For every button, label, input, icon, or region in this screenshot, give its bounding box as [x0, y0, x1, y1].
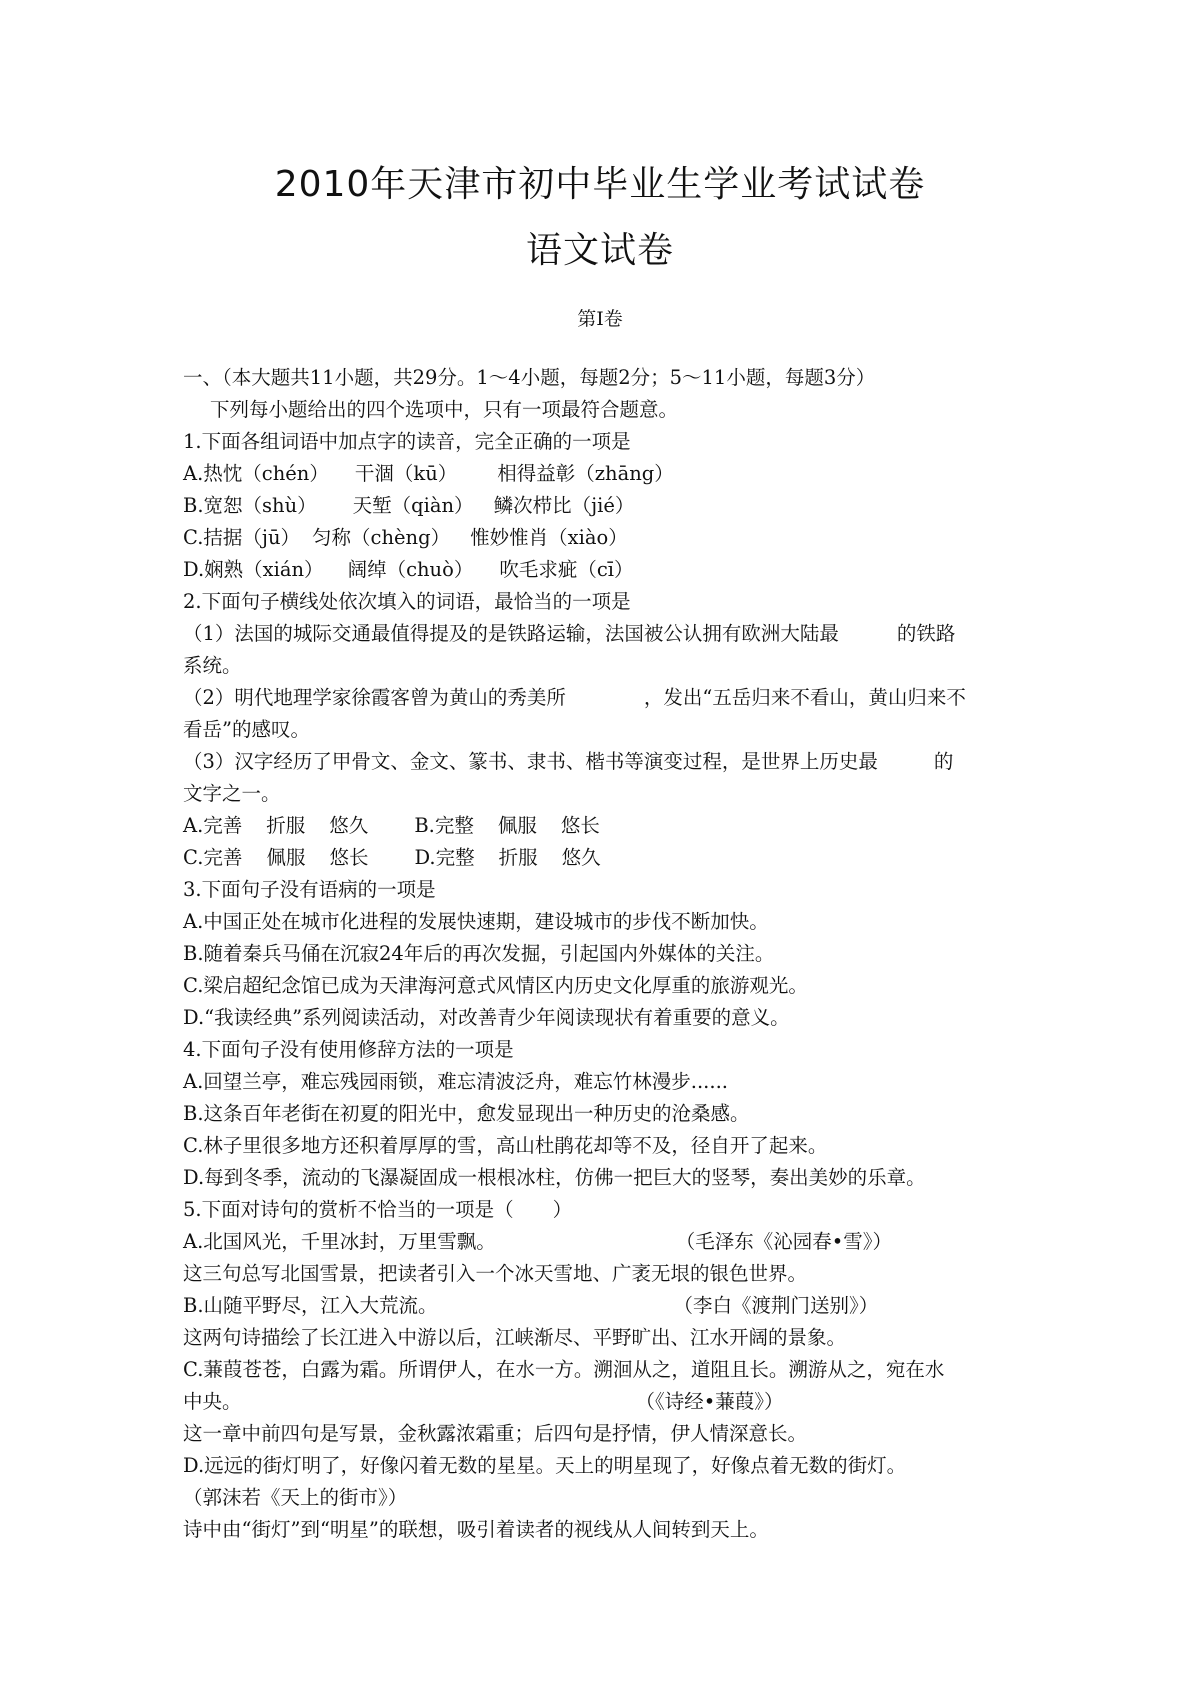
q2-sentence-3-cont: 文字之一。 — [183, 782, 281, 805]
q3-option-b: B.随着秦兵马俑在沉寂24年后的再次发掘，引起国内外媒体的关注。 — [183, 942, 775, 965]
q2-b-3: 悠长 — [560, 814, 600, 837]
q2-a-2: 折服 — [266, 814, 306, 837]
q1-c-2: 匀称（chèng） — [312, 526, 451, 549]
q2-sentence-1-cont: 系统。 — [183, 654, 242, 677]
q1-d-1: D.娴熟（xián） — [183, 558, 324, 581]
q2-s2-tail: ，发出“五岳归来不看山，黄山归来不 — [643, 686, 966, 709]
q2-options-cd — [183, 842, 1023, 874]
q1-a-1: A.热忱（chén） — [183, 462, 329, 485]
q2-options-ab — [183, 810, 1023, 842]
q5-d-source: （郭沫若《天上的街市》） — [183, 1486, 408, 1509]
exam-body — [183, 362, 1023, 1546]
q2-s3-tail: 的 — [933, 750, 954, 773]
q5-c-source: （《诗经•蒹葭》） — [635, 1390, 784, 1413]
part1-header: 一、（本大题共11小题，共29分。1～4小题，每题2分；5～11小题，每题3分） — [183, 366, 876, 389]
q5-b-note: 这两句诗描绘了长江进入中游以后，江峡渐尽、平野旷出、江水开阔的景象。 — [183, 1326, 847, 1349]
q5-b-text: B.山随平野尽，江入大荒流。 — [183, 1294, 438, 1317]
q2-sentence-2 — [183, 682, 1023, 714]
q5-a-note: 这三句总写北国雪景，把读者引入一个冰天雪地、广袤无垠的银色世界。 — [183, 1262, 808, 1285]
q2-sentence-2-cont: 看岳”的感叹。 — [183, 718, 310, 741]
q2-sentence-3 — [183, 746, 1023, 778]
q1-option-a — [183, 458, 1023, 490]
section-label: 第Ⅰ卷 — [577, 308, 623, 330]
q2-a-3: 悠久 — [329, 814, 369, 837]
exam-title: 2010年天津市初中毕业生学业考试试卷 — [274, 164, 926, 205]
q1-c-1: C.拮据（jū） — [183, 526, 301, 549]
q2-s1-text: （1）法国的城际交通最值得提及的是铁路运输，法国被公认拥有欧洲大陆最 — [183, 622, 839, 645]
q2-s3-text: （3）汉字经历了甲骨文、金文、篆书、隶书、楷书等演变过程，是世界上历史最 — [183, 750, 878, 773]
q5-b-source: （李白《渡荆门送别》） — [673, 1294, 879, 1317]
q1-d-3: 吹毛求疵（cī） — [499, 558, 634, 581]
q2-s2-text: （2）明代地理学家徐霞客曾为黄山的秀美所 — [183, 686, 566, 709]
q2-a-1: A.完善 — [183, 814, 243, 837]
q2-c-3: 悠长 — [329, 846, 369, 869]
q1-b-1: B.宽恕（shù） — [183, 494, 317, 517]
q2-b-2: 佩服 — [497, 814, 537, 837]
q5-option-b — [183, 1290, 1023, 1322]
q1-a-3: 相得益彰（zhāng） — [497, 462, 674, 485]
q1-b-3: 鳞次栉比（jié） — [493, 494, 635, 517]
q2-b-1: B.完整 — [414, 814, 474, 837]
q2-c-2: 佩服 — [266, 846, 306, 869]
q1-a-2: 干涸（kū） — [354, 462, 458, 485]
q5-a-text: A.北国风光，千里冰封，万里雪飘。 — [183, 1230, 496, 1253]
q5-d-note: 诗中由“街灯”到“明星”的联想，吸引着读者的视线从人间转到天上。 — [183, 1518, 769, 1541]
q5-option-a — [183, 1226, 1023, 1258]
q2-d-3: 悠久 — [561, 846, 601, 869]
q5-c-text: 中央。 — [183, 1390, 242, 1413]
q3-option-d: D.“我读经典”系列阅读活动，对改善青少年阅读现状有着重要的意义。 — [183, 1006, 790, 1029]
part1-intro: 下列每小题给出的四个选项中，只有一项最符合题意。 — [210, 398, 679, 421]
q2-sentence-1 — [183, 618, 1023, 650]
q5-stem: 5.下面对诗句的赏析不恰当的一项是（ ） — [183, 1198, 573, 1221]
q2-s1-tail: 的铁路 — [896, 622, 956, 645]
q5-option-d: D.远远的街灯明了，好像闪着无数的星星。天上的明星现了，好像点着无数的街灯。 — [183, 1454, 907, 1477]
q1-b-2: 天堑（qiàn） — [352, 494, 474, 517]
q4-option-d: D.每到冬季，流动的飞瀑凝固成一根根冰柱，仿佛一把巨大的竖琴，奏出美妙的乐章。 — [183, 1166, 926, 1189]
q3-option-a: A.中国正处在城市化进程的发展快速期，建设城市的步伐不断加快。 — [183, 910, 769, 933]
q2-c-1: C.完善 — [183, 846, 243, 869]
exam-subtitle: 语文试卷 — [525, 230, 674, 271]
q4-option-a: A.回望兰亭，难忘残园雨锁，难忘清波泛舟，难忘竹林漫步...... — [183, 1070, 728, 1093]
q1-c-3: 惟妙惟肖（xiào） — [470, 526, 628, 549]
q2-stem: 2.下面句子横线处依次填入的词语，最恰当的一项是 — [183, 590, 631, 613]
q1-stem: 1.下面各组词语中加点字的读音，完全正确的一项是 — [183, 430, 631, 453]
q1-option-d — [183, 554, 1023, 586]
q1-option-b — [183, 490, 1023, 522]
q5-a-source: （毛泽东《沁园春•雪》） — [675, 1230, 893, 1253]
q5-option-c-cont — [183, 1386, 1023, 1418]
q2-d-1: D.完整 — [414, 846, 475, 869]
q4-option-c: C.林子里很多地方还积着厚厚的雪，高山杜鹃花却等不及，径自开了起来。 — [183, 1134, 828, 1157]
q1-d-2: 阔绰（chuò） — [347, 558, 474, 581]
q4-option-b: B.这条百年老街在初夏的阳光中，愈发显现出一种历史的沧桑感。 — [183, 1102, 750, 1125]
q5-c-note: 这一章中前四句是写景，金秋露浓霜重；后四句是抒情，伊人情深意长。 — [183, 1422, 808, 1445]
q1-option-c — [183, 522, 1023, 554]
q3-stem: 3.下面句子没有语病的一项是 — [183, 878, 436, 901]
q4-stem: 4.下面句子没有使用修辞方法的一项是 — [183, 1038, 514, 1061]
q2-d-2: 折服 — [498, 846, 538, 869]
q5-option-c: C.蒹葭苍苍，白露为霜。所谓伊人，在水一方。溯洄从之，道阻且长。溯游从之，宛在水 — [183, 1358, 945, 1381]
q3-option-c: C.梁启超纪念馆已成为天津海河意式风情区内历史文化厚重的旅游观光。 — [183, 974, 808, 997]
